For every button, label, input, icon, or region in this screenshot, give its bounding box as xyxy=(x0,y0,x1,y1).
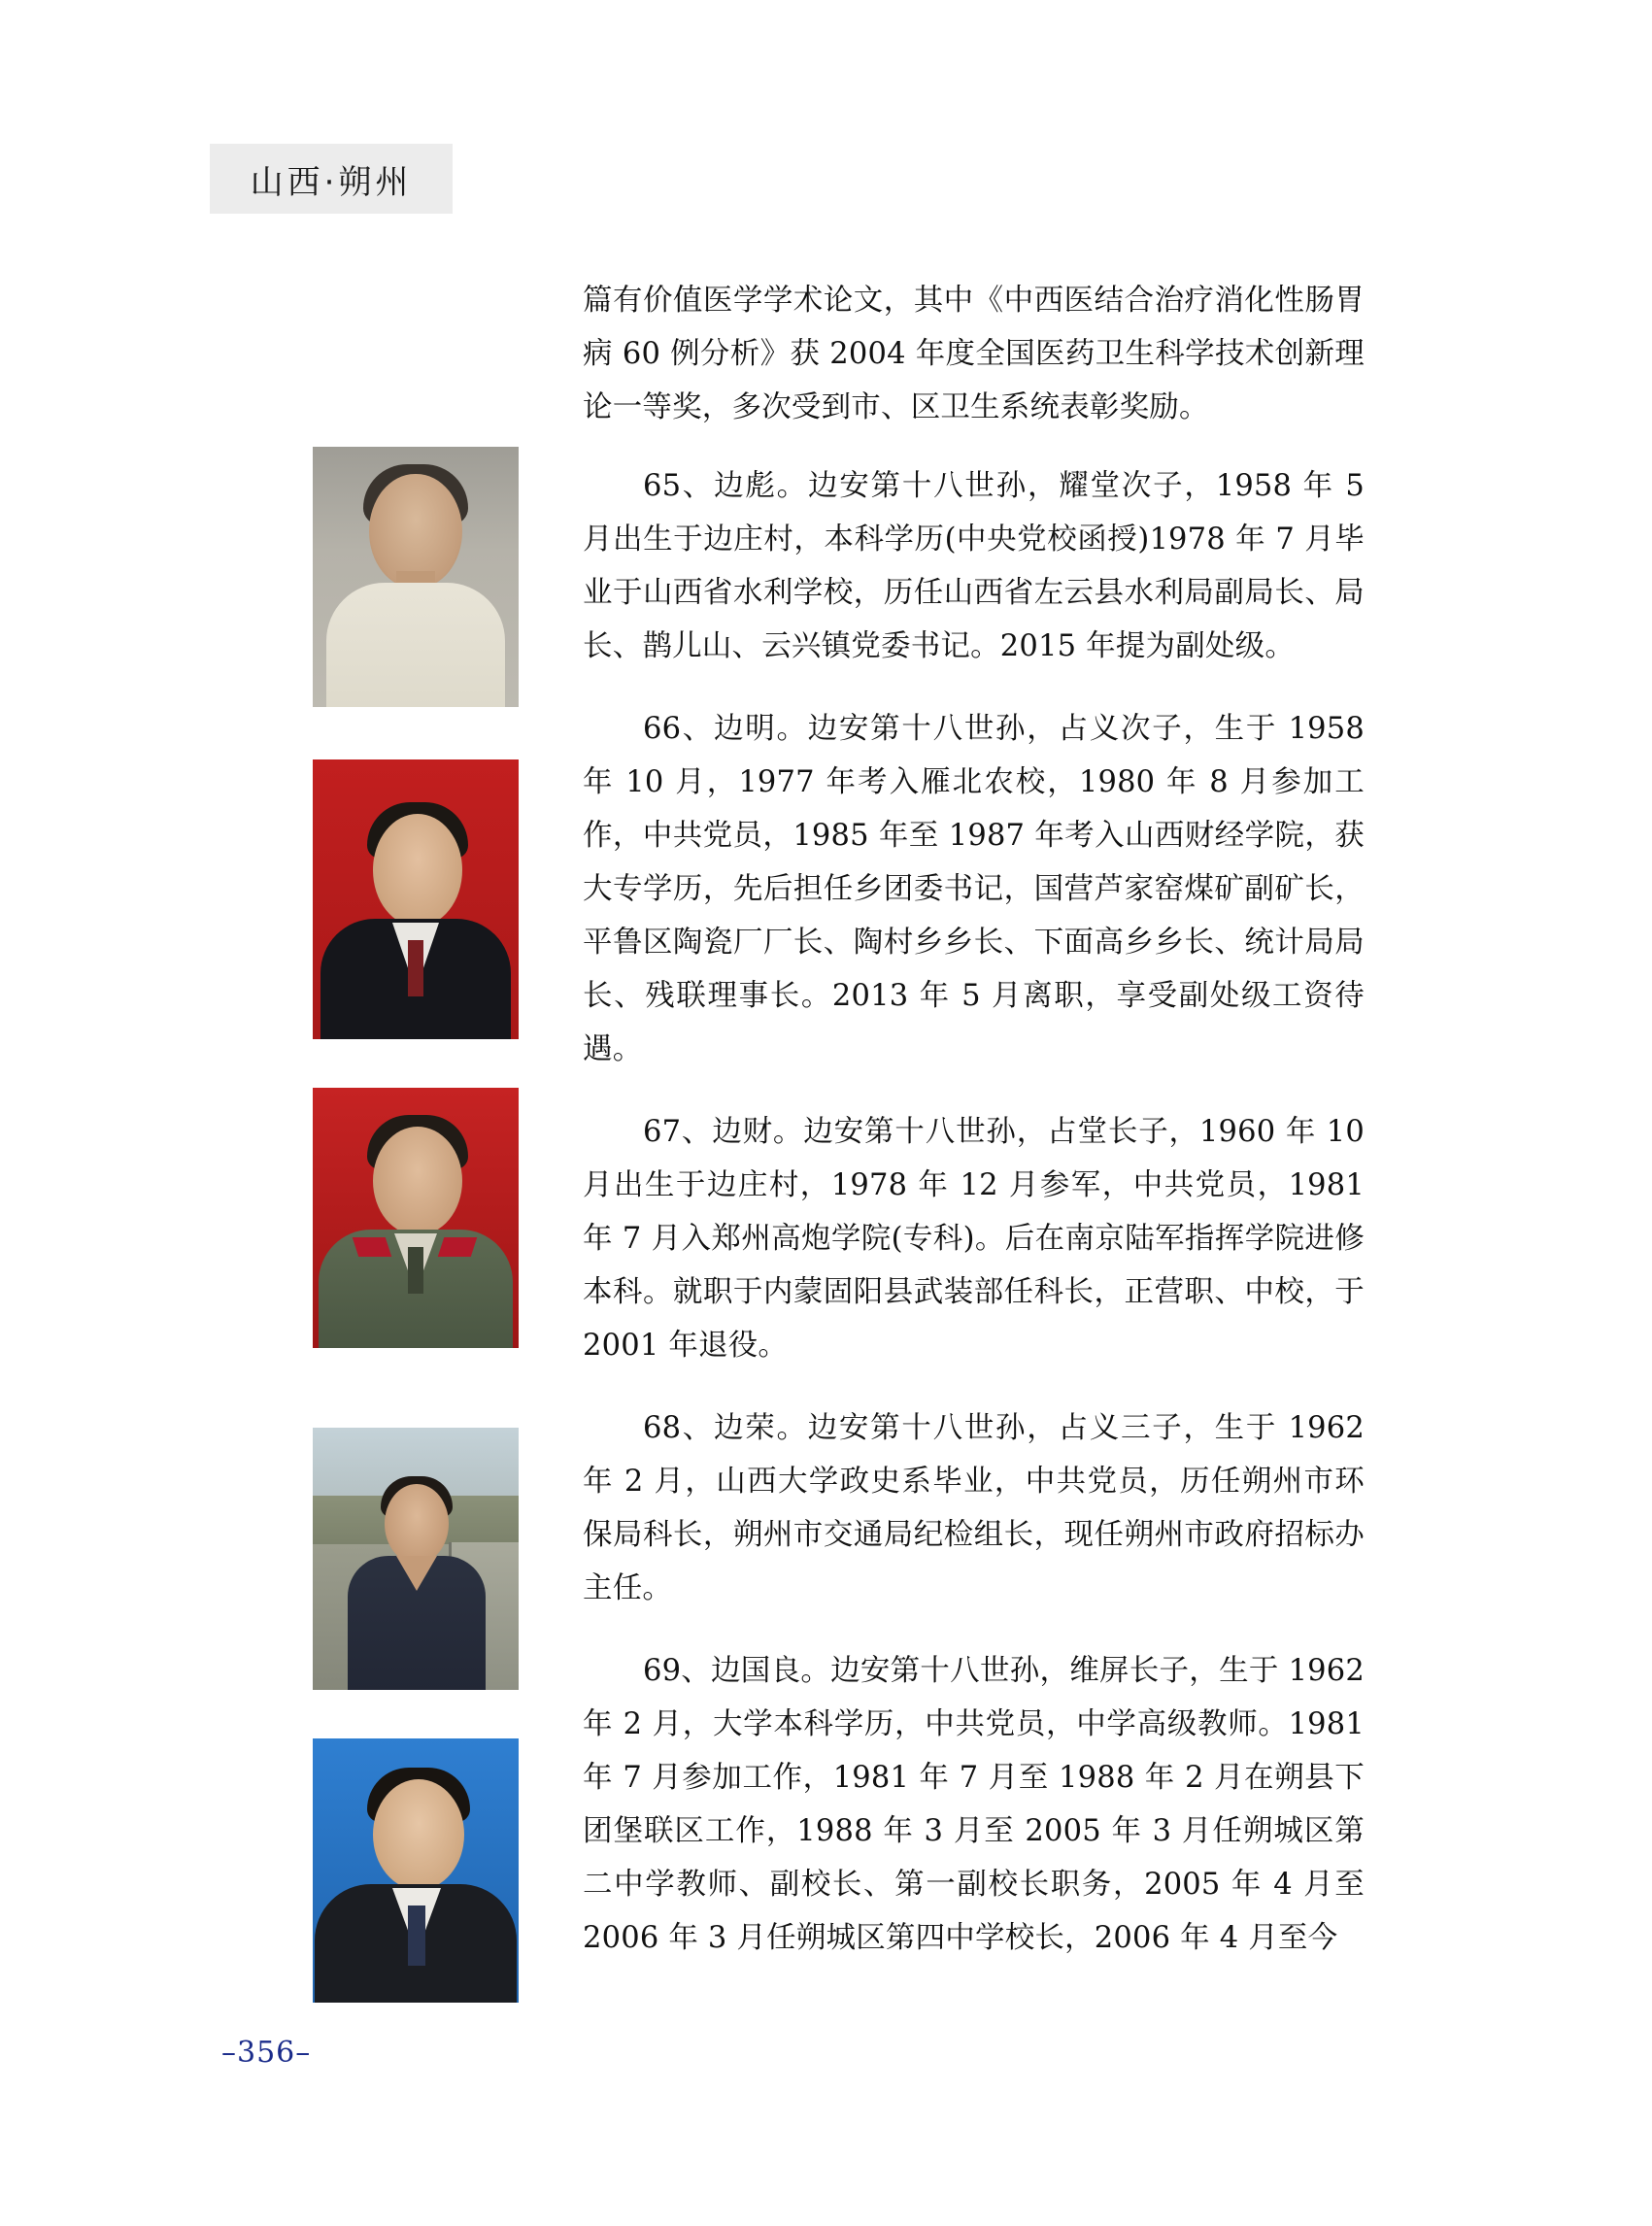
portrait-bian-biao xyxy=(313,447,519,707)
paragraph-continued: 篇有价值医学学术论文，其中《中西医结合治疗消化性肠胃病 60 例分析》获 2004 年度全国医药卫生科学技术创新理论一等奖，多次受到市、区卫生系统表彰奖励。 xyxy=(583,284,1365,424)
paragraph-entry-68: 68、边荣。边安第十八世孙，占义三子，生于 1962 年 2 月，山西大学政史系毕业，中共党员，历任朔州市环保局科长，朔州市交通局纪检组长，现任朔州市政府招标办主任。 xyxy=(583,1411,1365,1605)
portrait-bian-cai xyxy=(313,1088,519,1348)
running-head xyxy=(210,144,453,214)
portrait-tie xyxy=(408,940,423,996)
portrait-face xyxy=(385,1484,449,1564)
paragraph-entry-67: 67、边财。边安第十八世孙，占堂长子，1960 年 10 月出生于边庄村，1978 年 12 月参军，中共党员，1981 年 7 月入郑州高炮学院(专科)。后在南京陆军指挥学院进修本科。就职于内蒙固阳县武装部任科长，正营职、中校，于 2001 年退役。 xyxy=(583,1115,1365,1363)
portrait-collar-right xyxy=(438,1237,477,1257)
portrait-tie xyxy=(408,1906,425,1966)
portrait-face xyxy=(373,814,462,927)
body-text-column xyxy=(583,274,1365,1994)
page-number: –356– xyxy=(221,2036,312,2070)
running-head-label: 山西·朔州 xyxy=(250,162,413,202)
portrait-collar-left xyxy=(353,1237,391,1257)
portrait-bian-guoliang xyxy=(313,1738,519,2003)
portrait-bian-ming xyxy=(313,759,519,1039)
portrait-bian-rong xyxy=(313,1428,519,1690)
paragraph-entry-65: 65、边彪。边安第十八世孙，耀堂次子，1958 年 5 月出生于边庄村，本科学历(中央党校函授)1978 年 7 月毕业于山西省水利学校，历任山西省左云县水利局副局长、局长、鹊儿山、云兴镇党委书记。2015 年提为副处级。 xyxy=(583,469,1365,663)
portrait-clothing xyxy=(326,583,505,707)
portrait-tie xyxy=(408,1247,423,1294)
portrait-face xyxy=(373,1779,464,1890)
paragraph-entry-69: 69、边国良。边安第十八世孙，维屏长子，生于 1962 年 2 月，大学本科学历，中共党员，中学高级教师。1981 年 7 月参加工作，1981 年 7 月至 1988 年 2 月在朔县下团堡联区工作，1988 年 3 月至 2005 年 3 月任朔城区第二中学教师、副校长、第一副校长职务，2005 年 4 月至 2006 年 3 月任朔城区第四中学校长，2006 年 4 月至今 xyxy=(583,1654,1365,1955)
portrait-face xyxy=(373,1127,462,1235)
paragraph-entry-66: 66、边明。边安第十八世孙，占义次子，生于 1958 年 10 月，1977 年考入雁北农校，1980 年 8 月参加工作，中共党员，1985 年至 1987 年考入山西财经学院，获大专学历，先后担任乡团委书记，国营芦家窑煤矿副矿长，平鲁区陶瓷厂厂长、陶村乡乡长、下面高乡乡长、统计局局长、残联理事长。2013 年 5 月离职，享受副处级工资待遇。 xyxy=(583,712,1365,1066)
